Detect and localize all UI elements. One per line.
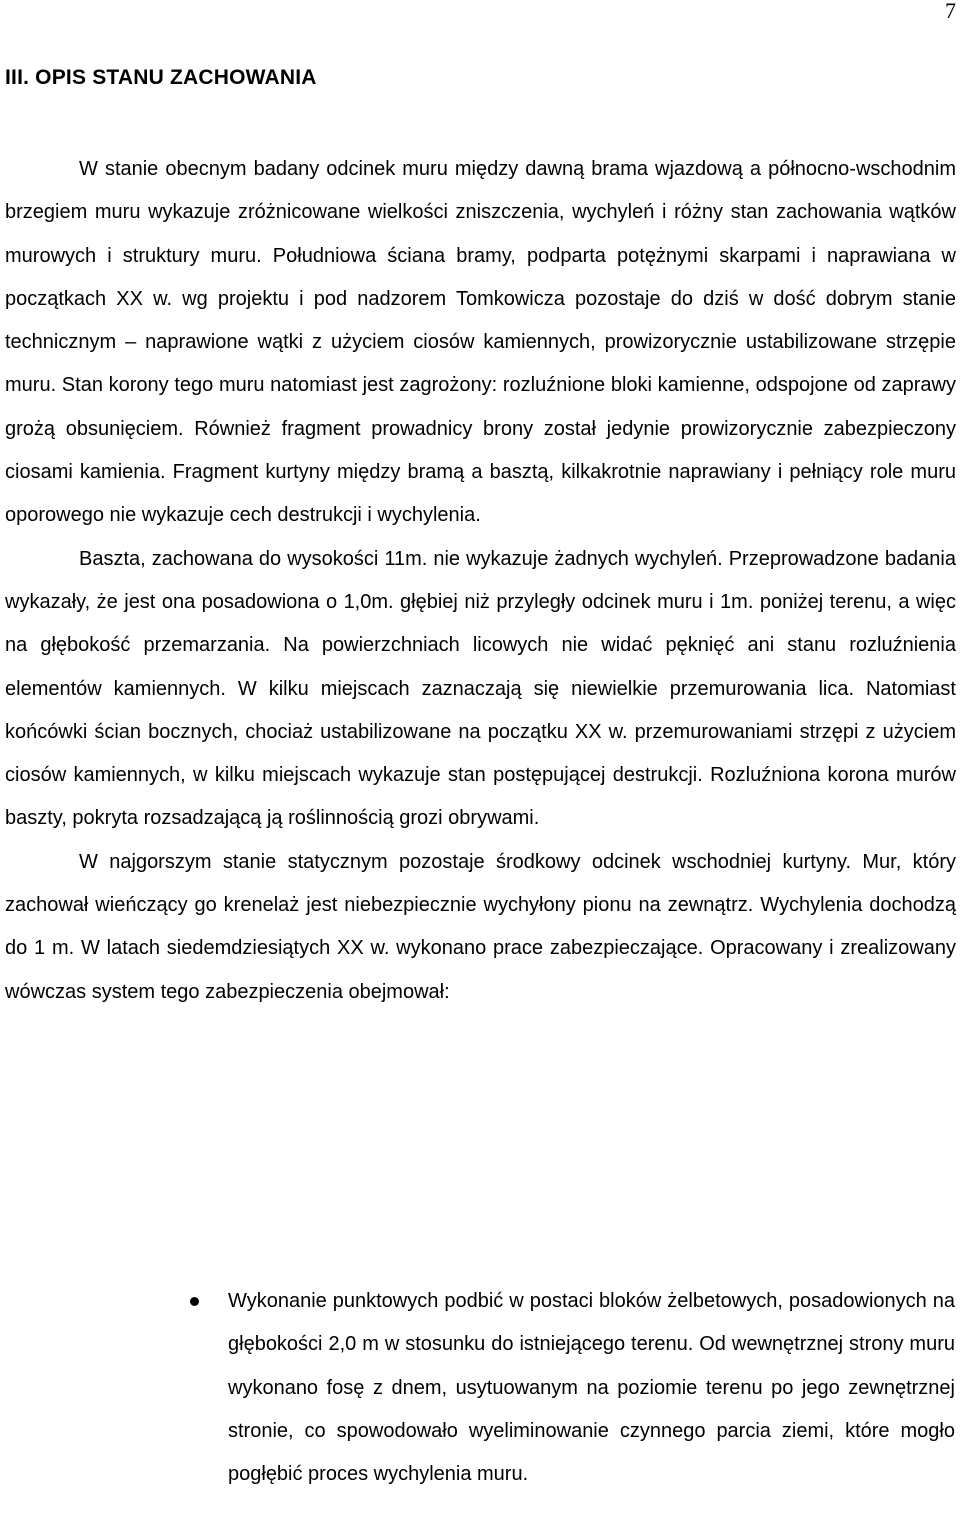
section-heading: III. OPIS STANU ZACHOWANIA (5, 66, 317, 89)
page-number: 7 (945, 0, 956, 23)
paragraph: Baszta, zachowana do wysokości 11m. nie wykazuje żadnych wychyleń. Przeprowadzone badania wykazały, że jest ona posadowiona o 1,0m. głębiej niż przyległy odcinek muru i 1m. poniżej terenu, a więc na głębokość przemarzania. Na powierzchniach licowych nie widać pęknięć ani stanu rozluźnienia elementów kamiennych. W kilku miejscach zaznaczają się niewielkie przemurowania lica. Natomiast końcówki ścian bocznych, chociaż ustabilizowane na początku XX w. przemurowaniami strzępi z użyciem ciosów kamiennych, w kilku miejscach wykazuje stan postępującej destrukcji. Rozluźniona korona murów baszty, pokryta rozsadzającą ją roślinnością grozi obrywami. (5, 547, 956, 830)
bullet-icon (190, 1297, 199, 1306)
list-item-text: Wykonanie punktowych podbić w postaci bloków żelbetowych, posadowionych na głębokości 2,0 m w stosunku do istniejącego terenu. Od wewnętrznej strony muru wykonano fosę z dnem, usytuowanym na poziomie terenu po jego zewnętrznej stronie, co spowodowało wyeliminowanie czynnego parcia ziemi, które mogło pogłębić proces wychylenia muru. (228, 1290, 955, 1486)
list-item (228, 1280, 955, 1496)
paragraph: W stanie obecnym badany odcinek muru między dawną brama wjazdową a północno-wschodnim brzegiem muru wykazuje zróżnicowane wielkości zniszczenia, wychyleń i różny stan zachowania wątków murowych i struktury muru. Południowa ściana bramy, podparta potężnymi skarpami i naprawiana w początkach XX w. wg projektu i pod nadzorem Tomkowicza pozostaje do dziś w dość dobrym stanie technicznym – naprawione wątki z użyciem ciosów kamiennych, prowizorycznie ustabilizowane strzępie muru. Stan korony tego muru natomiast jest zagrożony: rozluźnione bloki kamienne, odspojone od zaprawy grożą obsunięciem. Również fragment prowadnicy brony został jedynie prowizorycznie zabezpieczony ciosami kamienia. Fragment kurtyny między bramą a basztą, kilkakrotnie naprawiany i pełniący role muru oporowego nie wykazuje cech destrukcji i wychylenia. (5, 158, 956, 527)
bullet-list (228, 1280, 955, 1496)
paragraph: W najgorszym stanie statycznym pozostaje środkowy odcinek wschodniej kurtyny. Mur, który zachował wieńczący go krenelaż jest niebezpiecznie wychyłony pionu na zewnątrz. Wychylenia dochodzą do 1 m. W latach siedemdziesiątych XX w. wykonano prace zabezpieczające. Opracowany i zrealizowany wówczas system tego zabezpieczenia obejmował: (5, 850, 956, 1003)
document-body (5, 148, 956, 1014)
